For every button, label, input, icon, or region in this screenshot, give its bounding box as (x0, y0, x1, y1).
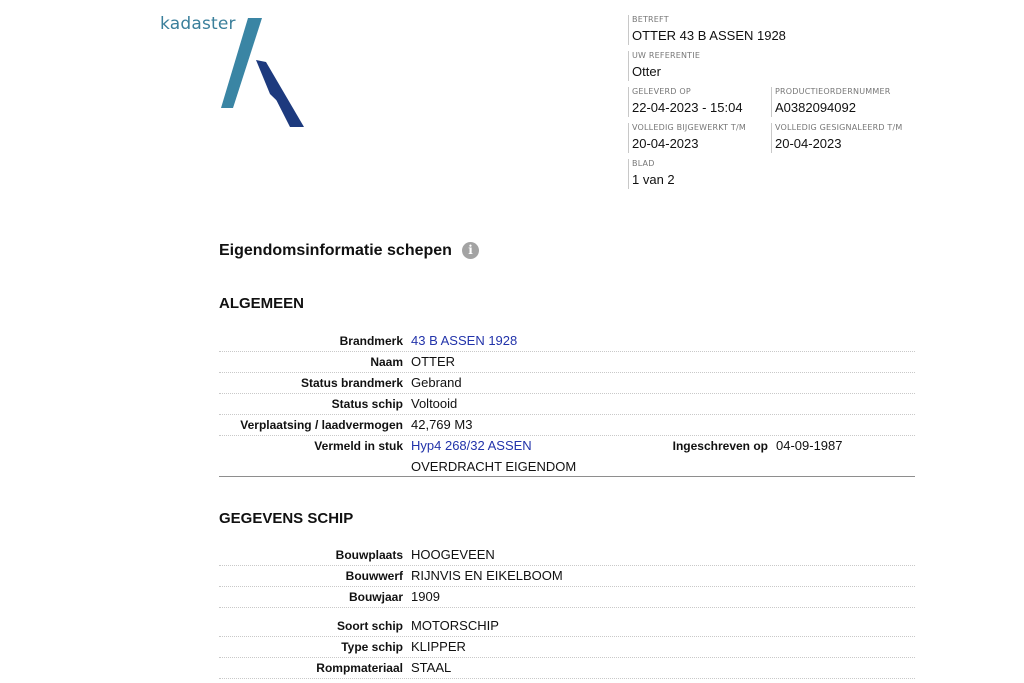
field-label: Bouwjaar (348, 590, 403, 604)
logo-text: kadaster (160, 14, 236, 34)
meta-uw-referentie (628, 51, 700, 81)
section-divider (219, 476, 915, 477)
meta-label: UW REFERENTIE (632, 51, 701, 60)
stuk-link[interactable]: Hyp4 268/32 ASSEN (411, 438, 532, 453)
meta-value: OTTER 43 B ASSEN 1928 (632, 28, 786, 43)
row-vermeld-in-stuk (219, 435, 915, 456)
field-value: Gebrand (411, 375, 462, 390)
meta-value: 20-04-2023 (775, 136, 842, 151)
field-label: Verplaatsing / laadvermogen (240, 418, 403, 432)
row-brandmerk (219, 330, 915, 352)
field-value: Voltooid (411, 396, 458, 411)
field-value: STAAL (411, 660, 452, 675)
field-label: Rompmateriaal (316, 661, 403, 675)
meta-label: PRODUCTIEORDERNUMMER (775, 87, 891, 96)
row-bouwplaats (219, 544, 915, 566)
field-value: HOOGEVEEN (411, 547, 495, 562)
field-label: Soort schip (336, 619, 403, 633)
field-label: Bouwwerf (345, 569, 403, 583)
field-value: 42,769 M3 (411, 417, 473, 432)
section-title-algemeen: ALGEMEEN (219, 295, 305, 312)
field-label: Status schip (331, 397, 403, 411)
kadaster-logo (160, 14, 310, 129)
row-bouwwerf (219, 565, 915, 587)
row-naam (219, 351, 915, 373)
field-value: KLIPPER (411, 639, 466, 654)
meta-blad (628, 159, 675, 189)
field-label: Type schip (341, 640, 403, 654)
field-value: MOTORSCHIP (411, 618, 499, 633)
field-label: Brandmerk (339, 334, 403, 348)
meta-label: GELEVERD OP (632, 87, 691, 96)
meta-value: 1 van 2 (632, 172, 675, 187)
field-label: Status brandmerk (300, 376, 403, 390)
stuk-description: OVERDRACHT EIGENDOM (411, 459, 577, 474)
meta-label: VOLLEDIG GESIGNALEERD T/M (775, 123, 903, 132)
row-status-schip (219, 393, 915, 415)
row-bouwjaar (219, 586, 915, 608)
meta-betreft (628, 15, 786, 45)
document-title: Eigendomsinformatie schepen (219, 242, 452, 259)
row-rompmateriaal (219, 657, 915, 679)
meta-value: A0382094092 (775, 100, 856, 115)
field-label: Bouwplaats (335, 548, 403, 562)
ingeschreven-value: 04-09-1987 (776, 438, 843, 453)
field-label: Vermeld in stuk (314, 439, 403, 453)
row-vermeld-description (219, 456, 915, 477)
meta-value: Otter (632, 64, 661, 79)
row-verplaatsing (219, 414, 915, 436)
field-value: 1909 (411, 589, 440, 604)
meta-label: VOLLEDIG BIJGEWERKT T/M (632, 123, 746, 132)
field-value: OTTER (411, 354, 456, 369)
meta-gesignaleerd (771, 123, 903, 153)
row-soort-schip (219, 615, 915, 637)
kadaster-k-mark (160, 14, 310, 129)
row-status-brandmerk (219, 372, 915, 394)
field-label: Naam (370, 355, 403, 369)
meta-value: 20-04-2023 (632, 136, 699, 151)
meta-productieordernummer (771, 87, 890, 117)
meta-label: BLAD (632, 159, 655, 168)
brandmerk-link[interactable]: 43 B ASSEN 1928 (411, 333, 518, 348)
meta-label: BETREFT (632, 15, 669, 24)
info-icon[interactable]: i (462, 242, 479, 259)
row-type-schip (219, 636, 915, 658)
ingeschreven-label: Ingeschreven op (672, 439, 768, 453)
section-title-gegevens-schip: GEGEVENS SCHIP (219, 510, 354, 527)
field-value: RIJNVIS EN EIKELBOOM (411, 568, 563, 583)
meta-value: 22-04-2023 - 15:04 (632, 100, 743, 115)
meta-geleverd-op (628, 87, 743, 117)
meta-bijgewerkt (628, 123, 746, 153)
